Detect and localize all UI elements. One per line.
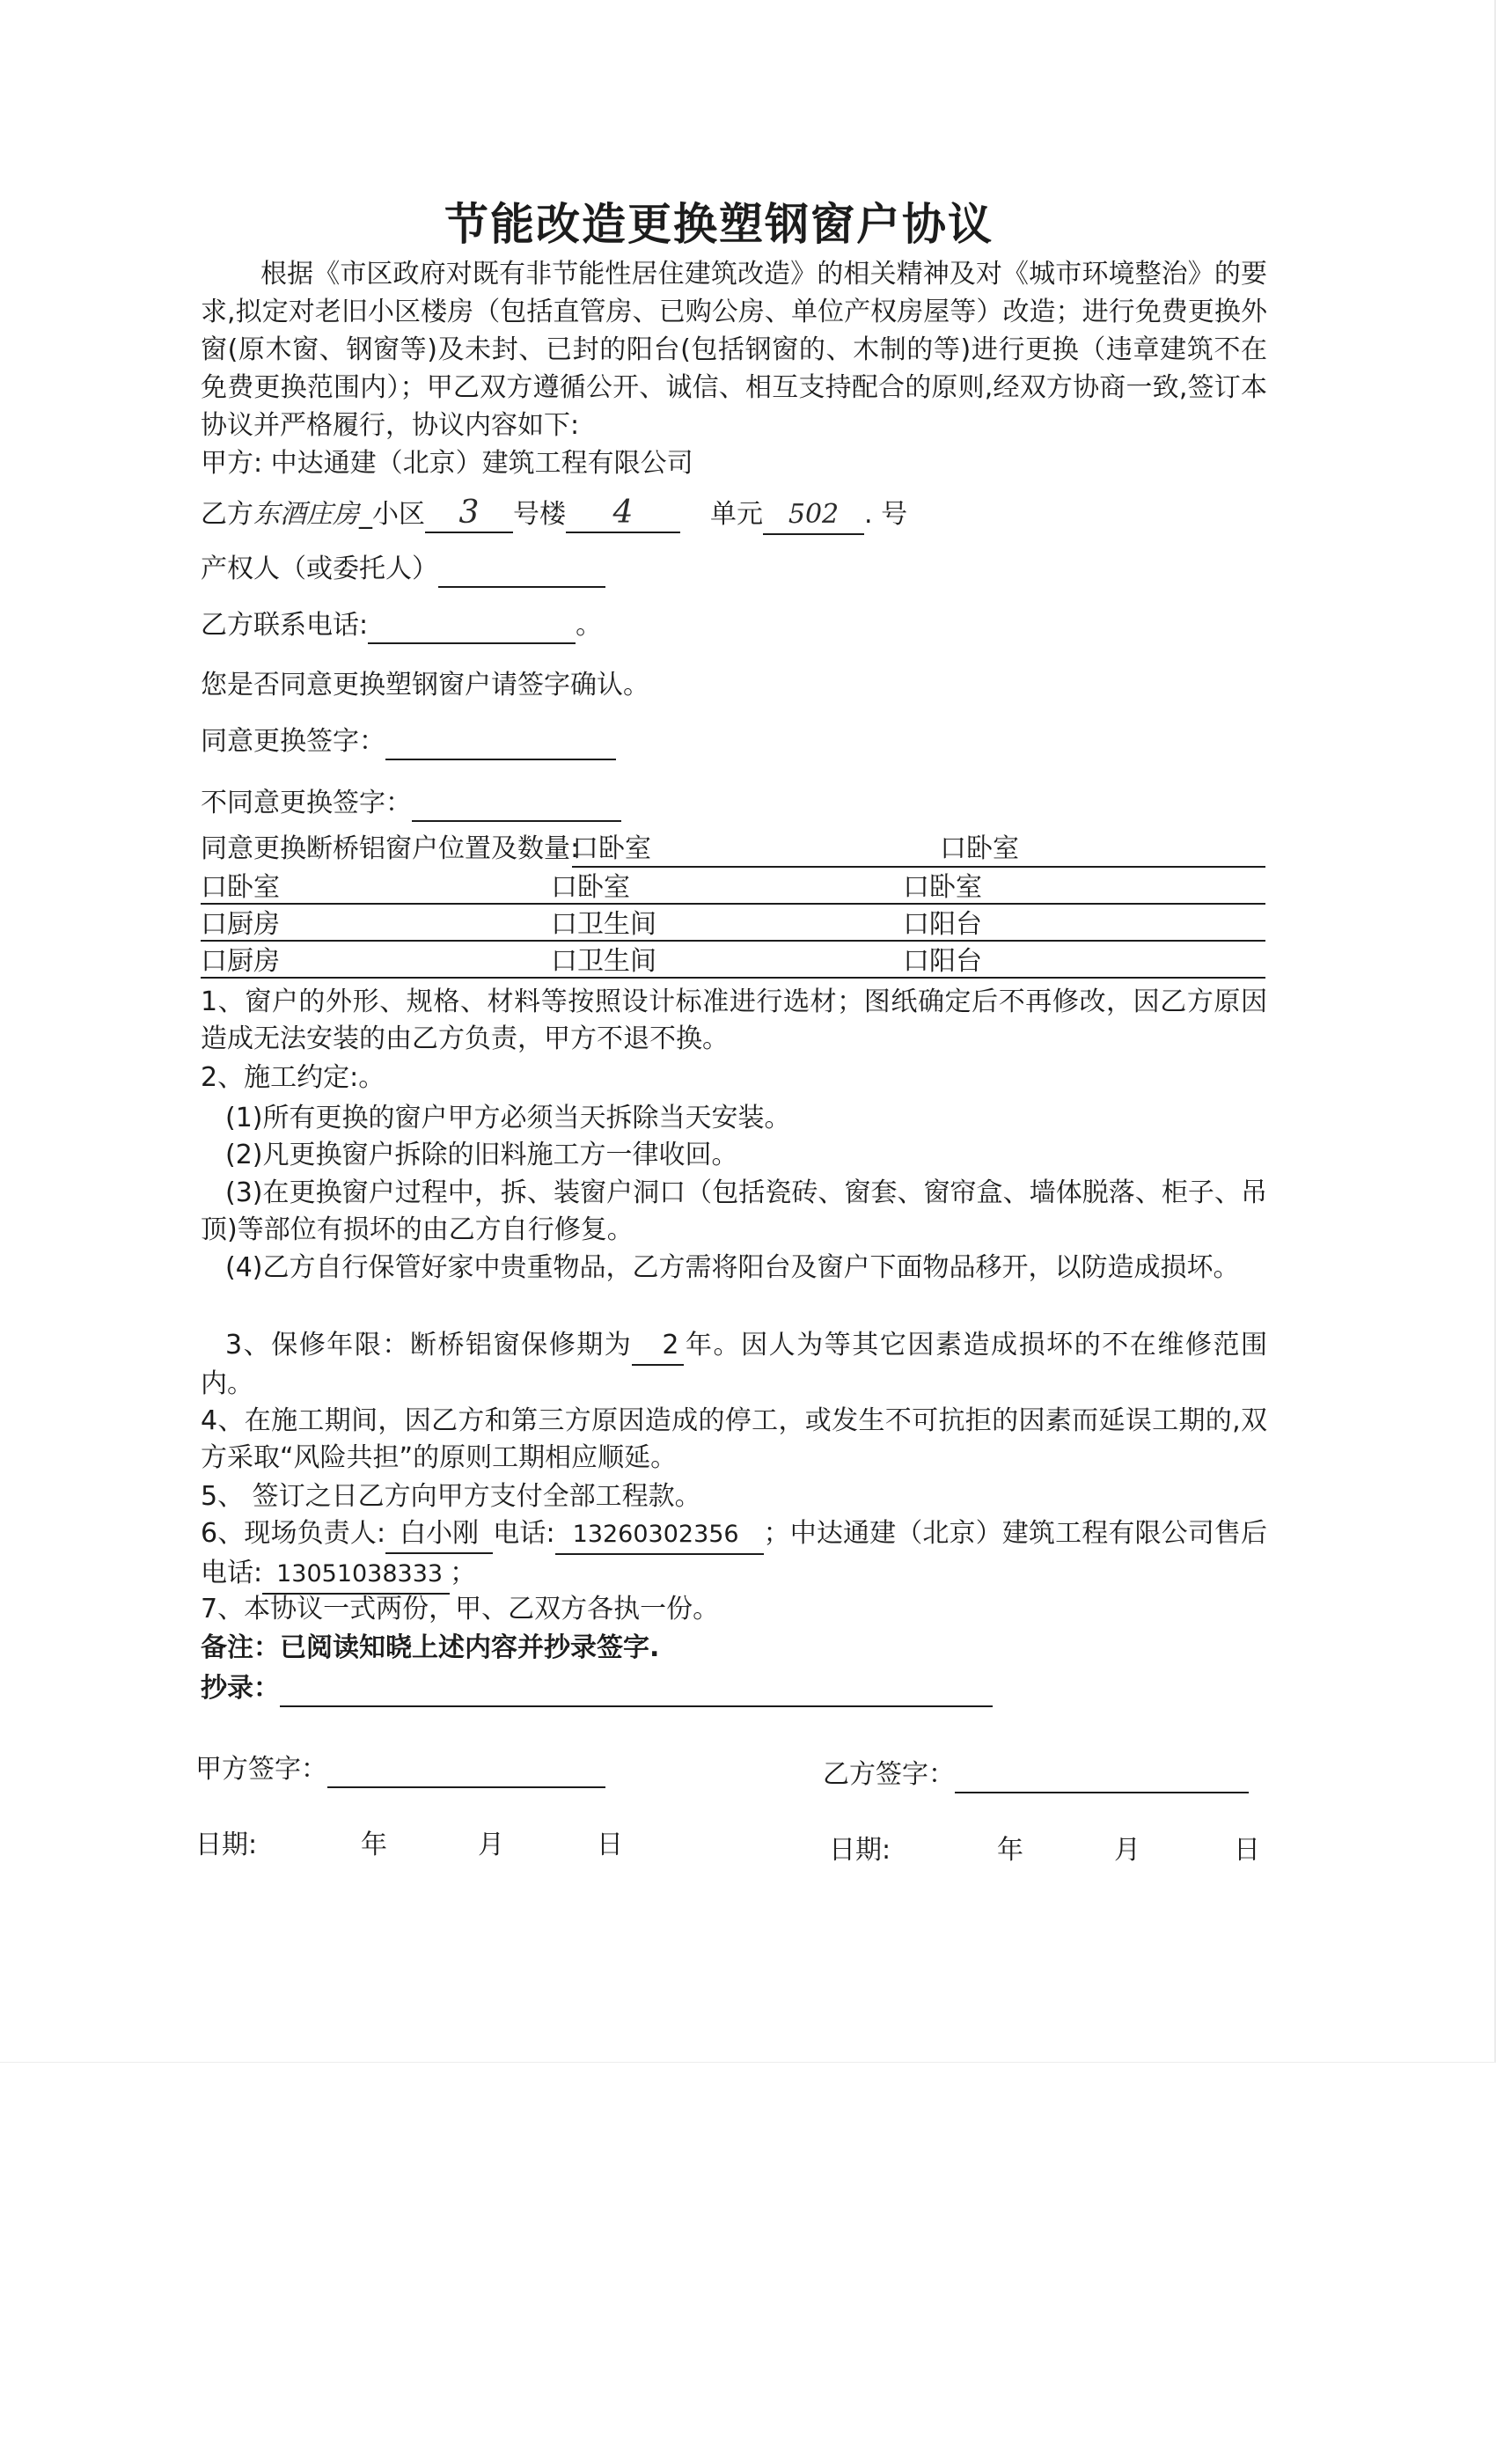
window-heading: 同意更换断桥铝窗户位置及数量: [201, 833, 580, 864]
clause-7: 7、本协议一式两份，甲、乙双方各执一份。 [201, 1594, 720, 1624]
clause-4: 4、在施工期间，因乙方和第三方原因造成的停工，或发生不可抗拒的因素而延误工期的,双方采取“风险共担”的原则工期相应顺延。 [201, 1405, 1267, 1473]
party-b-signature-label: 乙方签字： [823, 1759, 955, 1790]
window-option[interactable]: 口阳台 [903, 946, 982, 977]
note: 备注：已阅读知晓上述内容并抄录签字. [201, 1632, 660, 1663]
building-label: 号楼 [513, 499, 566, 530]
intro-paragraph: 根据《市区政府对既有非节能性居住建筑改造》的相关精神及对《城市环境整治》的要求,拟定对老旧小区楼房（包括直管房、已购公房、单位产权房屋等）改造；进行免费更换外窗(原木窗、钢窗等)及未封、已封的阳台(包括钢窗的、木制的等)进行更换（违章建筑不在免费更换范围内）；甲乙双方遵循公开、诚信、相互支持配合的原则,经双方协商一致,签订本协议并严格履行，协议内容如下: [201, 259, 1267, 441]
clause-2-item-2: (2)凡更换窗户拆除的旧料施工方一律收回。 [225, 1140, 738, 1170]
window-option[interactable]: 口卫生间 [551, 909, 656, 940]
clause-6-phone-label: 电话: [493, 1518, 555, 1549]
clause-2-item-1: (1)所有更换的窗户甲方必须当天拆除当天安装。 [225, 1103, 791, 1133]
clause-1: 1、窗户的外形、规格、材料等按照设计标准进行选材；图纸确定后不再修改，因乙方原因造成无法安装的由乙方负责，甲方不退不换。 [201, 986, 1267, 1054]
window-option[interactable]: 口卧室 [551, 872, 630, 903]
clause-6-middle: ；中达通建（北京）建筑工程有限公司售后电话: [201, 1518, 1267, 1588]
party-b-date-month: 月 [1114, 1835, 1140, 1866]
party-a-signature-label: 甲方签字： [195, 1754, 327, 1785]
window-option[interactable]: 口卫生间 [551, 946, 656, 977]
clause-6-end: ； [450, 1558, 477, 1588]
document-title: 节能改造更换塑钢窗户协议 [444, 199, 994, 250]
party-b-date-day: 日 [1234, 1835, 1260, 1866]
transcribe-label: 抄录： [201, 1673, 280, 1704]
clause-5: 5、 签订之日乙方向甲方支付全部工程款。 [201, 1481, 701, 1512]
clause-2-item-4: (4)乙方自行保管好家中贵重物品，乙方需将阳台及窗户下面物品移开，以防造成损坏。 [225, 1252, 1240, 1283]
phone-label: 乙方联系电话: [201, 610, 369, 641]
window-option[interactable]: 口厨房 [201, 909, 280, 940]
window-option[interactable]: 口阳台 [903, 909, 982, 940]
clause-6-prefix: 6、现场负责人: [201, 1518, 386, 1549]
window-option[interactable]: 口卧室 [572, 833, 651, 864]
clause-2-item-3: (3)在更换窗户过程中，拆、装窗户洞口（包括瓷砖、窗套、窗帘盒、墙体脱落、柜子、吊顶)等部位有损坏的由乙方自行修复。 [201, 1177, 1267, 1245]
party-b-community-handwriting: 东酒庄房 [253, 499, 359, 530]
party-b-date-year: 年 [997, 1835, 1023, 1866]
community-suffix: _小区 [359, 499, 425, 530]
window-option[interactable]: 口卧室 [903, 872, 982, 903]
party-b-prefix: 乙方 [201, 499, 253, 530]
phone-suffix: 。 [576, 610, 603, 641]
clause-3-prefix: 3、保修年限：断桥铝窗保修期为 [225, 1330, 633, 1360]
party-b-date-label: 日期: [829, 1835, 891, 1866]
unit-number-handwriting: 4 [566, 495, 680, 533]
building-number-handwriting: 3 [425, 495, 513, 533]
site-manager-phone: 13260302356 [555, 1516, 764, 1555]
agree-label: 同意更换签字： [201, 726, 385, 757]
clause-3-suffix: 年。因人为等其它因素造成损坏的不在维修范围内。 [201, 1330, 1267, 1399]
party-a: 甲方: 中达通建（北京）建筑工程有限公司 [201, 448, 693, 479]
window-option[interactable]: 口卧室 [201, 872, 280, 903]
party-a-date-month: 月 [478, 1830, 504, 1860]
owner-label: 产权人（或委托人） [201, 554, 438, 584]
window-option[interactable]: 口卧室 [940, 833, 1019, 864]
site-manager-name: 白小刚 [385, 1515, 493, 1554]
party-a-date-year: 年 [361, 1830, 387, 1860]
party-a-date-label: 日期: [195, 1830, 258, 1860]
confirm-text: 您是否同意更换塑钢窗户请签字确认。 [201, 670, 649, 700]
window-option[interactable]: 口厨房 [201, 946, 280, 977]
room-number-handwriting: 502 [763, 496, 864, 535]
scan-bottom-edge [0, 2062, 1496, 2063]
clause-2-title: 2、施工约定:。 [201, 1062, 385, 1093]
service-phone: 13051038333 [262, 1556, 450, 1595]
party-a-date-day: 日 [597, 1830, 623, 1860]
disagree-label: 不同意更换签字： [201, 788, 412, 818]
room-label: . 号 [864, 499, 908, 530]
unit-label: 单元 [710, 499, 763, 530]
warranty-years: 2 [632, 1327, 684, 1366]
